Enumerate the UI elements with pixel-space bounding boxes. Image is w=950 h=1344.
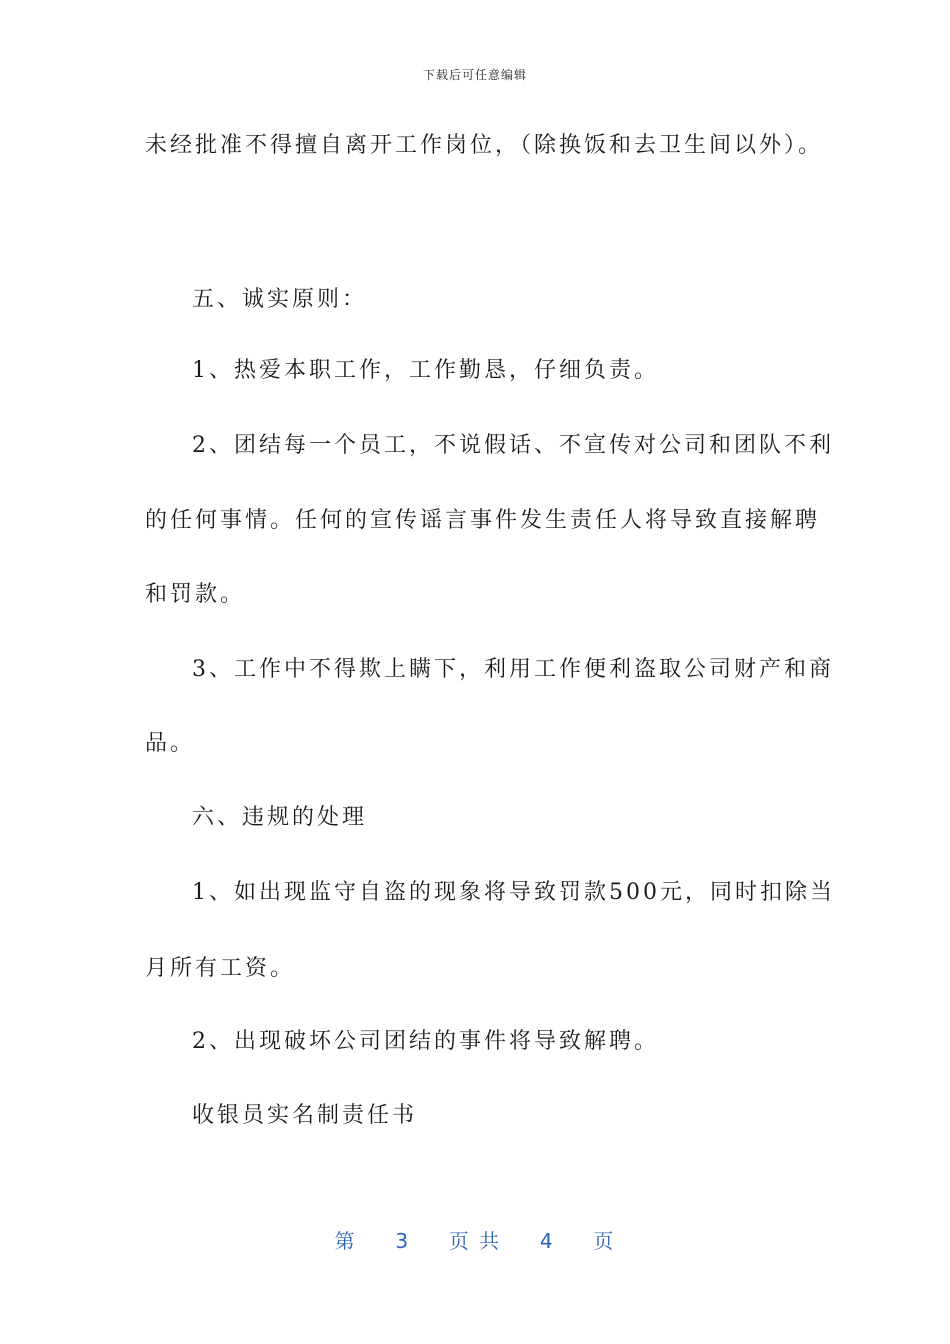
- header-note: 下载后可任意编辑: [422, 68, 527, 82]
- footer-middle: 页 共: [448, 1229, 502, 1253]
- body-line-1: 未经批准不得擅自离开工作岗位，（除换饭和去卫生间以外）。: [145, 133, 824, 158]
- footer-total-pages: 4: [539, 1229, 555, 1253]
- footer-current-page: 3: [395, 1229, 411, 1253]
- page-footer: [0, 1225, 950, 1254]
- body-line-5: 和罚款。: [145, 582, 246, 607]
- section-heading-honesty: 五、诚实原则：: [192, 287, 368, 312]
- footer-suffix: 页: [593, 1229, 616, 1253]
- body-line-4: 的任何事情。任何的宣传谣言事件发生责任人将导致直接解聘: [145, 508, 821, 533]
- body-line-3: 2、团结每一个员工，不说假话、不宣传对公司和团队不利: [192, 433, 834, 458]
- body-line-8: 1、如出现监守自盗的现象将导致罚款500元，同时扣除当: [192, 880, 835, 905]
- body-line-6: 3、工作中不得欺上瞒下，利用工作便利盗取公司财产和商: [192, 657, 834, 682]
- footer-prefix: 第: [334, 1229, 357, 1253]
- body-line-7: 品。: [145, 731, 196, 756]
- section-heading-cashier: 收银员实名制责任书: [192, 1103, 418, 1128]
- body-line-2: 1、热爱本职工作，工作勤恳，仔细负责。: [192, 358, 659, 383]
- section-heading-violations: 六、违规的处理: [192, 805, 368, 830]
- body-line-9: 月所有工资。: [145, 956, 296, 981]
- body-line-10: 2、出现破坏公司团结的事件将导致解聘。: [192, 1029, 659, 1054]
